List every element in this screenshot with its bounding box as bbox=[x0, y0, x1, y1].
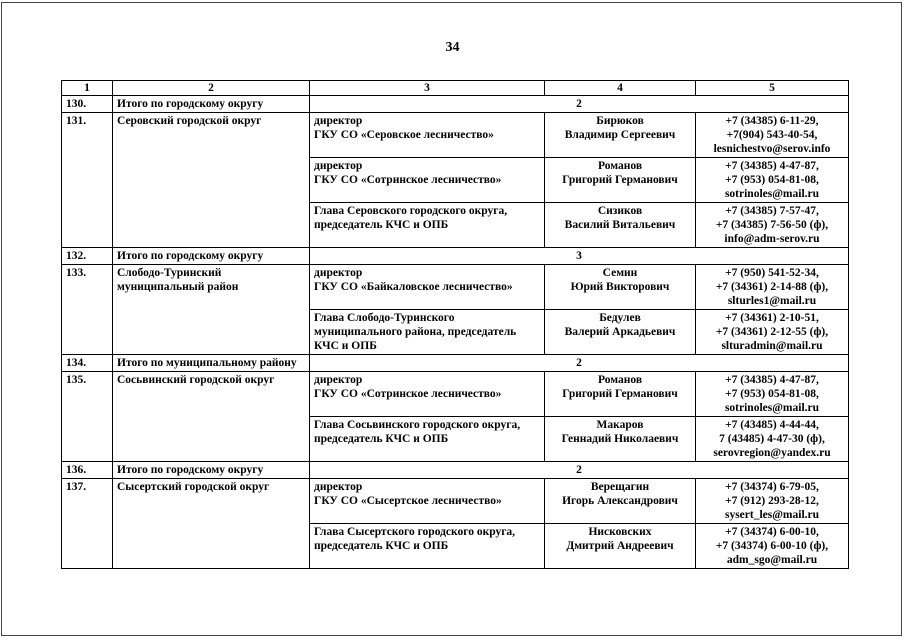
contact-line: slturles1@mail.ru bbox=[727, 295, 817, 307]
person-line: Василий Витальевич bbox=[564, 219, 676, 231]
page-number: 34 bbox=[445, 40, 460, 55]
person-cell bbox=[545, 372, 696, 417]
entity-name: Слободо-Туринский муниципальный район bbox=[113, 265, 310, 355]
entity-name: Сосьвинский городской округ bbox=[113, 372, 310, 462]
total-row bbox=[62, 248, 849, 265]
position-line: Глава Сысертского городского округа, bbox=[314, 526, 516, 538]
person-line: Григорий Германович bbox=[562, 174, 678, 186]
person-line: Сизиков bbox=[597, 205, 643, 217]
contact-line: sysert_les@mail.ru bbox=[724, 509, 820, 521]
row-number: 136. bbox=[62, 462, 113, 479]
column-header: 3 bbox=[310, 81, 545, 96]
position-line: КЧС и ОПБ bbox=[314, 340, 377, 352]
contact-line: sotrinoles@mail.ru bbox=[724, 402, 820, 414]
person-line: Бедулев bbox=[599, 312, 641, 324]
total-label: Итого по городскому округу bbox=[113, 462, 310, 479]
position-line: ГКУ СО «Сысертское лесничество» bbox=[314, 495, 502, 507]
entity-name: Сысертский городской округ bbox=[113, 479, 310, 569]
position-cell bbox=[310, 417, 545, 462]
position-line: ГКУ СО «Сотринское лесничество» bbox=[314, 174, 502, 186]
position-line: Глава Сосьвинского городского округа, bbox=[314, 419, 521, 431]
column-header: 1 bbox=[62, 81, 113, 96]
contacts-cell bbox=[696, 265, 849, 310]
contact-line: 7 (43485) 4-47-30 (ф), bbox=[719, 433, 825, 445]
contact-line: +7 (950) 541-52-34, bbox=[725, 267, 819, 279]
row-number: 133. bbox=[62, 265, 113, 355]
contacts-cell bbox=[696, 158, 849, 203]
total-label: Итого по муниципальному району bbox=[113, 355, 310, 372]
position-line: муниципального района, председатель bbox=[314, 326, 517, 338]
contact-line: lesnichestvo@serov.info bbox=[713, 143, 831, 155]
contact-line: +7 (34361) 2-14-88 (ф), bbox=[715, 281, 829, 293]
person-cell bbox=[545, 310, 696, 355]
person-line: Романов bbox=[597, 160, 643, 172]
contacts-cell bbox=[696, 479, 849, 524]
contact-line: +7 (912) 293-28-12, bbox=[725, 495, 819, 507]
person-line: Игорь Александрович bbox=[562, 495, 678, 507]
contacts-cell bbox=[696, 203, 849, 248]
total-count: 3 bbox=[310, 248, 849, 265]
column-header: 4 bbox=[545, 81, 696, 96]
position-line: ГКУ СО «Байкаловское лесничество» bbox=[314, 281, 513, 293]
total-count: 2 bbox=[310, 96, 849, 113]
person-line: Валерий Аркадьевич bbox=[564, 326, 676, 338]
position-line: ГКУ СО «Серовское лесничество» bbox=[314, 129, 494, 141]
position-cell bbox=[310, 158, 545, 203]
total-count: 2 bbox=[310, 355, 849, 372]
contacts-table bbox=[61, 80, 849, 569]
contact-line: slturadmin@mail.ru bbox=[721, 340, 823, 352]
table-header-row bbox=[62, 81, 849, 96]
contact-line: +7 (34385) 7-57-47, bbox=[725, 205, 819, 217]
table-row bbox=[62, 479, 849, 524]
position-cell bbox=[310, 479, 545, 524]
table-row bbox=[62, 113, 849, 158]
position-line: председатель КЧС и ОПБ bbox=[314, 433, 449, 445]
person-cell bbox=[545, 113, 696, 158]
position-line: Глава Слободо-Туринского bbox=[314, 312, 455, 324]
contact-line: +7 (34385) 6-11-29, bbox=[725, 115, 819, 127]
position-cell bbox=[310, 310, 545, 355]
person-cell bbox=[545, 158, 696, 203]
person-line: Романов bbox=[597, 374, 643, 386]
person-cell bbox=[545, 203, 696, 248]
contact-line: +7 (34374) 6-79-05, bbox=[725, 481, 819, 493]
contacts-cell bbox=[696, 113, 849, 158]
position-line: директор bbox=[314, 115, 363, 127]
position-line: председатель КЧС и ОПБ bbox=[314, 219, 449, 231]
column-header: 2 bbox=[113, 81, 310, 96]
person-line: Дмитрий Андреевич bbox=[566, 540, 674, 552]
position-cell bbox=[310, 203, 545, 248]
total-row bbox=[62, 462, 849, 479]
person-cell bbox=[545, 417, 696, 462]
position-line: директор bbox=[314, 374, 363, 386]
position-cell bbox=[310, 265, 545, 310]
row-number: 137. bbox=[62, 479, 113, 569]
position-cell bbox=[310, 372, 545, 417]
contacts-cell bbox=[696, 310, 849, 355]
contact-line: +7 (34385) 7-56-50 (ф), bbox=[715, 219, 829, 231]
total-label: Итого по городскому округу bbox=[113, 248, 310, 265]
row-number: 132. bbox=[62, 248, 113, 265]
person-line: Юрий Викторович bbox=[570, 281, 670, 293]
person-line: Бирюков bbox=[596, 115, 644, 127]
position-line: Глава Серовского городского округа, bbox=[314, 205, 508, 217]
table-row bbox=[62, 265, 849, 310]
contact-line: +7 (953) 054-81-08, bbox=[725, 388, 819, 400]
contact-line: adm_sgo@mail.ru bbox=[726, 554, 818, 566]
person-line: Макаров bbox=[596, 419, 644, 431]
contacts-cell bbox=[696, 372, 849, 417]
contact-line: +7 (34374) 6-00-10 (ф), bbox=[715, 540, 829, 552]
row-number: 134. bbox=[62, 355, 113, 372]
total-row bbox=[62, 96, 849, 113]
column-header: 5 bbox=[696, 81, 849, 96]
row-number: 130. bbox=[62, 96, 113, 113]
contact-line: serovregion@yandex.ru bbox=[713, 447, 831, 459]
position-cell bbox=[310, 524, 545, 569]
contacts-cell bbox=[696, 417, 849, 462]
contact-line: info@adm-serov.ru bbox=[724, 233, 820, 245]
contact-line: +7 (34361) 2-10-51, bbox=[725, 312, 819, 324]
table-body bbox=[62, 96, 849, 569]
contact-line: +7 (34385) 4-47-87, bbox=[725, 374, 819, 386]
contact-line: +7(904) 543-40-54, bbox=[726, 129, 818, 141]
contact-line: +7 (34374) 6-00-10, bbox=[725, 526, 819, 538]
row-number: 131. bbox=[62, 113, 113, 248]
position-line: директор bbox=[314, 267, 363, 279]
person-line: Григорий Германович bbox=[562, 388, 678, 400]
total-row bbox=[62, 355, 849, 372]
position-line: директор bbox=[314, 160, 363, 172]
row-number: 135. bbox=[62, 372, 113, 462]
contacts-cell bbox=[696, 524, 849, 569]
total-count: 2 bbox=[310, 462, 849, 479]
position-line: ГКУ СО «Сотринское лесничество» bbox=[314, 388, 502, 400]
table-row bbox=[62, 372, 849, 417]
contact-line: +7 (34361) 2-12-55 (ф), bbox=[715, 326, 829, 338]
person-line: Семин bbox=[602, 267, 638, 279]
position-line: председатель КЧС и ОПБ bbox=[314, 540, 449, 552]
entity-name: Серовский городской округ bbox=[113, 113, 310, 248]
person-cell bbox=[545, 524, 696, 569]
person-cell bbox=[545, 265, 696, 310]
person-line: Геннадий Николаевич bbox=[561, 433, 679, 445]
contact-line: +7 (34385) 4-47-87, bbox=[725, 160, 819, 172]
person-line: Нисковских bbox=[588, 526, 652, 538]
person-line: Верещагин bbox=[590, 481, 650, 493]
position-cell bbox=[310, 113, 545, 158]
contact-line: +7 (953) 054-81-08, bbox=[725, 174, 819, 186]
total-label: Итого по городскому округу bbox=[113, 96, 310, 113]
person-line: Владимир Сергеевич bbox=[564, 129, 676, 141]
contact-line: sotrinoles@mail.ru bbox=[724, 188, 820, 200]
contact-line: +7 (43485) 4-44-44, bbox=[725, 419, 819, 431]
position-line: директор bbox=[314, 481, 363, 493]
person-cell bbox=[545, 479, 696, 524]
